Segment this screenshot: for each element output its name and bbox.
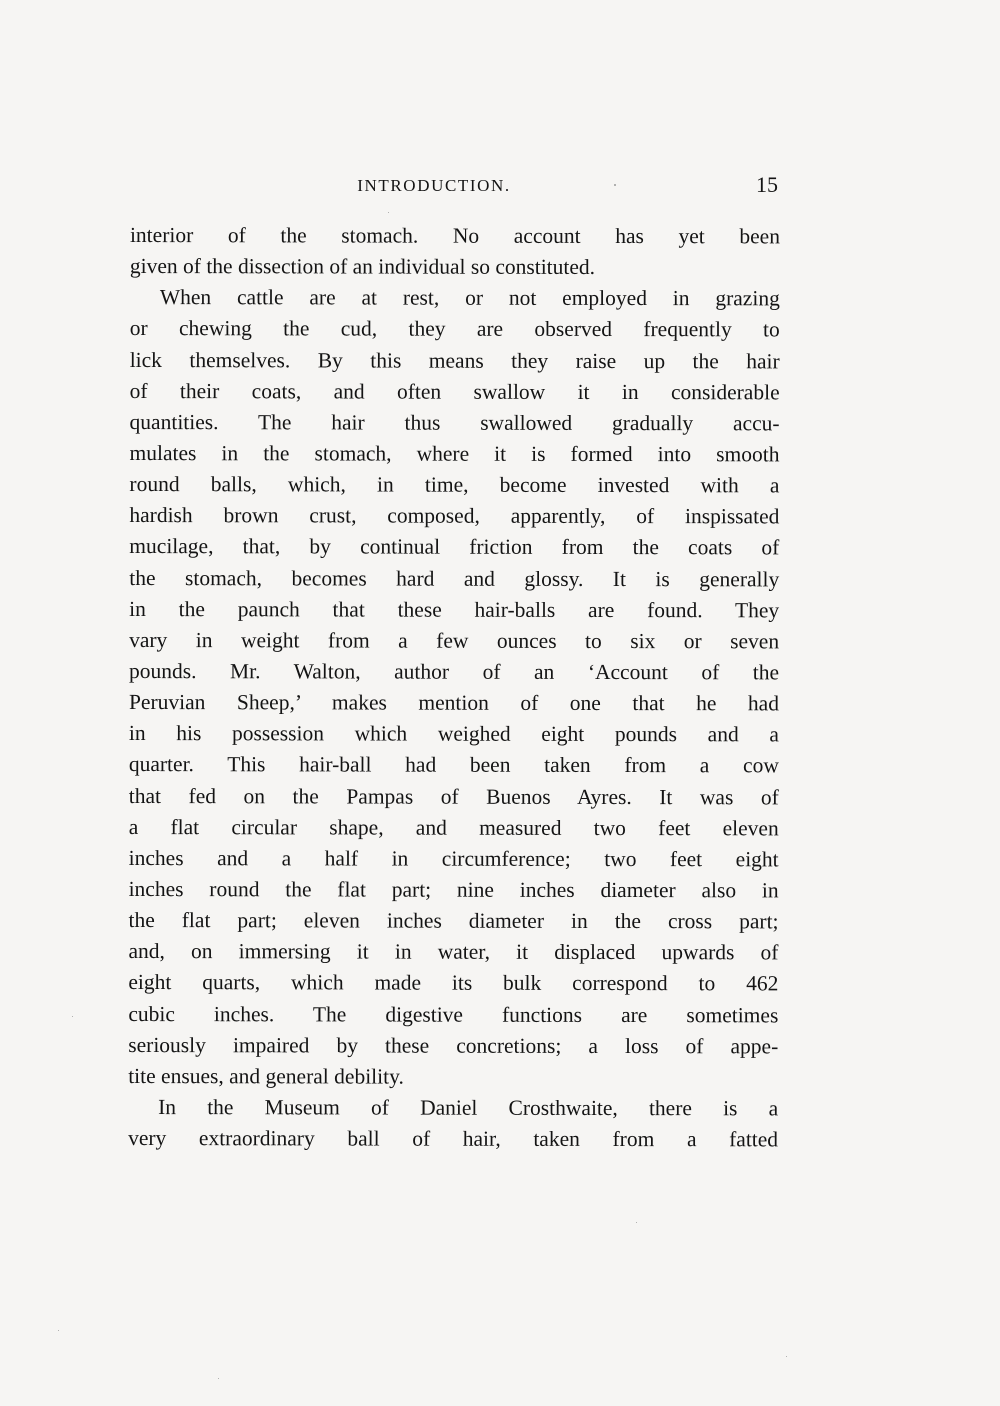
body-text	[128, 220, 780, 1156]
text-line: In the Museum of Daniel Crosthwaite, there is a	[158, 1094, 779, 1121]
scan-speck	[72, 1016, 73, 1017]
scan-speck	[388, 212, 389, 213]
text-line: given of the dissection of an individual so constituted.	[129, 254, 596, 280]
scan-speck	[58, 1330, 59, 1331]
text-line: the stomach, becomes hard and glossy. It is generally	[129, 565, 780, 591]
text-line: the flat part; eleven inches diameter in the cross part;	[128, 908, 779, 934]
text-line: or chewing the cud, they are observed frequently to	[129, 316, 780, 342]
text-line: quarter. This hair-ball had been taken from a cow	[128, 752, 779, 778]
text-line: quantities. The hair thus swallowed gradually accu-	[129, 409, 780, 436]
text-line: inches round the flat part; nine inches diameter also in	[128, 876, 779, 903]
text-line: of their coats, and often swallow it in considerable	[129, 378, 780, 405]
scan-speck	[636, 1222, 637, 1223]
text-line: tite ensues, and general debility.	[128, 1063, 404, 1089]
text-line: mucilage, that, by continual friction from the coats of	[129, 534, 780, 560]
running-head	[130, 172, 778, 202]
text-line: mulates in the stomach, where it is formed into smooth	[129, 440, 780, 467]
text-line: interior of the stomach. No account has yet been	[129, 223, 780, 249]
text-line: Peruvian Sheep,’ makes mention of one that he had	[128, 690, 780, 716]
text-line: that fed on the Pampas of Buenos Ayres. It was of	[128, 783, 779, 809]
text-line: hardish brown crust, composed, apparently, of inspissated	[129, 503, 780, 529]
text-line: pounds. Mr. Walton, author of an ‘Account of the	[129, 658, 780, 685]
text-line: and, on immersing it in water, it displaced upwards of	[128, 939, 779, 965]
text-line: round balls, which, in time, become invested with a	[129, 472, 780, 498]
text-line: in his possession which weighed eight pounds and a	[128, 721, 779, 747]
text-line: seriously impaired by these concretions; a loss of appe-	[128, 1032, 779, 1059]
scan-speck	[786, 1356, 787, 1357]
text-line: lick themselves. By this means they raise up the hair	[129, 347, 780, 373]
text-line: vary in weight from a few ounces to six or seven	[129, 627, 780, 654]
text-line: a flat circular shape, and measured two feet eleven	[128, 814, 779, 841]
page-number: 15	[756, 172, 778, 197]
text-line: When cattle are at rest, or not employed in grazing	[159, 285, 780, 311]
text-line: eight quarts, which made its bulk correspond to 462	[128, 970, 779, 996]
running-title: INTRODUCTION.	[357, 176, 511, 195]
text-line: cubic inches. The digestive functions are sometimes	[128, 1001, 779, 1027]
text-line: inches and a half in circumference; two feet eight	[128, 845, 779, 872]
scan-speck	[614, 184, 616, 186]
text-line: in the paunch that these hair-balls are found. They	[129, 596, 780, 623]
scan-speck	[218, 1378, 219, 1379]
text-line: very extraordinary ball of hair, taken from a fatted	[128, 1126, 779, 1152]
